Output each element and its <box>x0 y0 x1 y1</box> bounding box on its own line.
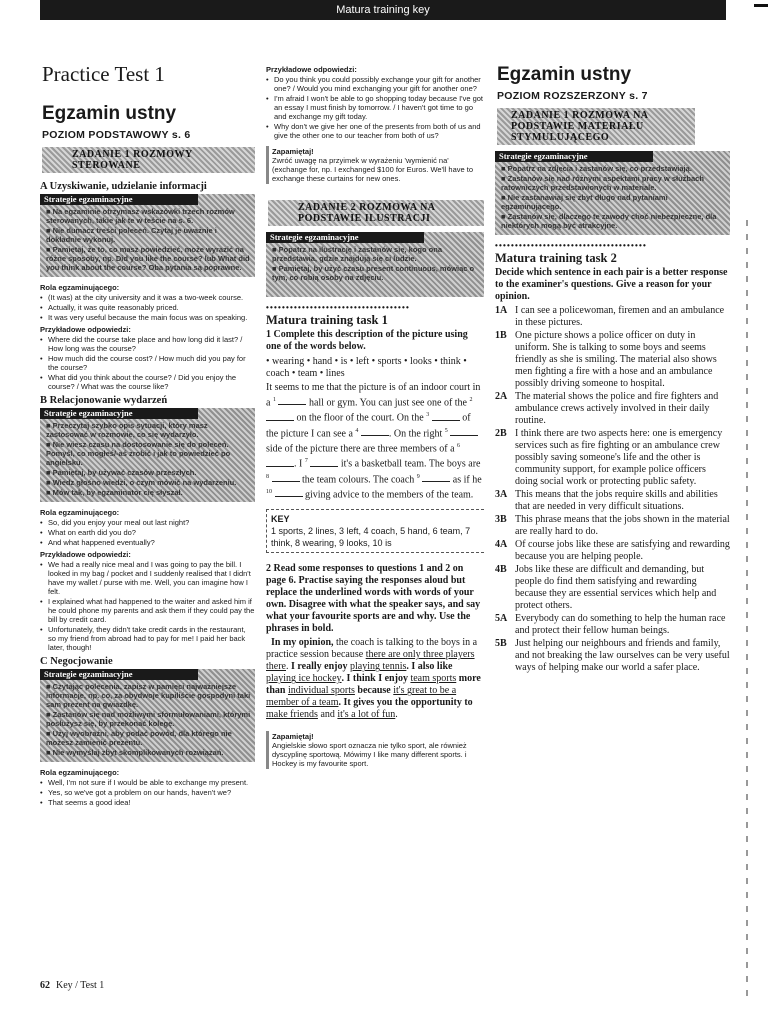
answer-number: 5B <box>495 638 507 649</box>
answer-number: 1B <box>495 330 507 341</box>
task-banner: ZADANIE 1 ROZMOWA NA PODSTAWIE MATERIAŁU STYMULUJĄCEGO <box>497 108 695 145</box>
answer-number: 1A <box>495 305 508 316</box>
answer-number: 3B <box>495 514 507 525</box>
answer-item <box>495 638 730 674</box>
strategy-item: ■ Użyj wyobraźni, aby podać powód, dla którego nie możesz zamienić prezentu. <box>46 729 232 747</box>
sample-answers-heading: Przykładowe odpowiedzi: <box>40 325 131 334</box>
strategy-heading: Strategie egzaminacyjne <box>40 408 198 419</box>
strategy-item: ■ Nie dumacz treści poleceń. Czytaj je uważnie i dokładnie wykonuj. <box>46 226 217 244</box>
answer-text: I think there are two aspects here: one is emergency services such as fire fighting or an ambulance crew possibly saving someone's life and the other is community support, for example police officers doing social work or protecting public safety. <box>515 428 723 487</box>
answer-key <box>266 509 484 553</box>
answer-text: One picture shows a police officer on duty in uniform. She is talking to some boys and seems friendly as she is smiling. The material also shows men fighting a fire with a hose and an ambulance possibly driving someone to hospital. <box>515 330 717 389</box>
exam-heading: Egzamin ustny <box>42 103 177 124</box>
task-instruction: 2 Read some responses to questions 1 and 2 on page 6. Practise saying the responses aloud but replace the underlined words with words of your own. Disagree with what the speaker says, and say what your favourite sports are and why. Use the phrases in bold. <box>266 563 481 635</box>
list-item: • Yes, so we've got a problem on our hands, haven't we? <box>48 788 255 797</box>
strategy-heading: Strategie egzaminacyjne <box>266 232 424 243</box>
examiner-role-heading: Rola egzaminującego: <box>40 768 120 777</box>
answer-number: 2A <box>495 391 508 402</box>
section-b-heading: B Relacjonowanie wydarzeń <box>40 395 168 406</box>
strategy-item: ■ Pamiętaj, by używać czasów przeszłych. <box>46 468 197 477</box>
answer-number: 4B <box>495 564 507 575</box>
task-instruction: Decide which sentence in each pair is a better response to the examiner's questions. Give a reason for your opinion. <box>495 267 728 302</box>
paragraph-text: . On the right <box>388 427 445 439</box>
paragraph-text: . I <box>294 458 305 470</box>
blank <box>361 427 389 436</box>
paragraph-text: as if he <box>452 473 482 485</box>
practice-test-title: Practice Test 1 <box>42 62 165 86</box>
response-text: individual sports <box>287 685 355 697</box>
answer-item <box>495 539 730 563</box>
answer-text: I can see a policewoman, firemen and an ambulance in these pictures. <box>515 305 725 328</box>
sample-answers-heading: Przykładowe odpowiedzi: <box>40 550 131 559</box>
list-item: • What did you think about the course? / Did you enjoy the course? / What was the course like? <box>48 373 255 391</box>
remember-title: Zapamiętaj! <box>272 147 314 156</box>
response-text: team sports <box>410 673 457 685</box>
strategy-item: ■ Na egzaminie otrzymasz wskazówki trzech rozmów sterowanych, takie jak te w teście na s. 6. <box>46 207 235 225</box>
paragraph-text: hall or gym. You can just see one of the <box>308 397 470 409</box>
paragraph-text: on the floor of the court. On the <box>296 412 427 424</box>
list-item: • Where did the course take place and how long did it last? / How long was the course? <box>48 335 255 353</box>
list-item: • What on earth did you do? <box>48 528 255 537</box>
response-text: playing ice hockey <box>266 673 342 685</box>
strategy-box-c <box>40 669 255 762</box>
response-text: In my opinion, <box>271 637 334 649</box>
examiner-role-list <box>40 778 255 807</box>
remember-note <box>266 146 484 184</box>
answer-text: This phrase means that the jobs shown in the material are really hard to do. <box>515 514 730 537</box>
list-item: • I'm afraid I won't be able to go shopping today because I've got an essay I must finish by tomorrow. / I haven't got time to go and exchange my gift today. <box>274 94 484 121</box>
response-text: there are only three players there <box>266 649 475 673</box>
task-title: Matura training task 1 <box>266 313 388 327</box>
response-text: it's great to be a member of a team <box>266 685 457 709</box>
strategy-item: ■ Pamiętaj, że to, co masz powiedzieć, może wyrazić na różne sposoby, np. Did you like the course? lub What did you think about the course? Oba pytania są poprawne. <box>46 245 250 272</box>
strategy-heading: Strategie egzaminacyjne <box>495 151 653 162</box>
blank <box>432 412 460 421</box>
remember-note <box>266 731 484 769</box>
response-text: playing tennis <box>349 661 407 673</box>
response-text: make friends <box>266 709 318 721</box>
strategy-item: ■ Popatrz na ilustrację i zastanów się, kogo ona przedstawia, gdzie znajdują się ci ludzie. <box>272 245 442 263</box>
response-text: . It gives you the opportunity to <box>338 697 473 709</box>
answer-item <box>495 514 730 538</box>
answer-item <box>495 564 730 612</box>
paragraph-text: it's a basketball team. The boys are <box>340 458 481 470</box>
strategy-item: ■ Mów tak, by egzaminator cię słyszał. <box>46 488 183 497</box>
blank <box>310 458 338 467</box>
dotted-divider: •••••••••••••••••••••••••••••••••••• <box>266 303 411 312</box>
answer-text: Just helping our neighbours and friends and family, and not breaking the law ourselves can be very useful ways of helping make our world a safer place. <box>515 638 730 673</box>
response-text: it's a lot of fun <box>337 709 396 721</box>
sample-answers-list <box>40 335 255 391</box>
response-text: more than <box>266 673 481 697</box>
strategy-item: ■ Zastanów się nad różnymi aspektami pracy w służbach ratowniczych przedstawionych w materiale. <box>501 174 704 192</box>
paragraph-text: side of the picture there are three members of a <box>266 443 458 455</box>
answer-item <box>495 391 730 427</box>
list-item: • So, did you enjoy your meal out last night? <box>48 518 255 527</box>
footer-label: Key / Test 1 <box>56 980 105 991</box>
remember-text: Angielskie słowo sport oznacza nie tylko sport, ale również dyscyplinę sportową. Mówimy I like many different sports. i Hockey is my favourite sport. <box>272 741 467 769</box>
blank <box>266 412 294 421</box>
word-bank: • wearing • hand • is • left • sports • looks • think • coach • team • lines <box>266 356 467 379</box>
answer-item <box>495 330 730 390</box>
list-item: • We had a really nice meal and I was going to pay the bill. I looked in my bag / pocket and I suddenly realised that I didn't have my wallet / purse with me. Well, you can imagine how I felt. <box>48 560 255 596</box>
scan-edge <box>746 220 748 1000</box>
corner-mark <box>754 4 768 7</box>
strategy-item: ■ Nie zastanawiaj się zbyt długo nad pytaniami egzaminującego. <box>501 193 668 211</box>
exam-heading: Egzamin ustny <box>497 64 632 85</box>
strategy-box-b <box>40 408 255 502</box>
strategy-item: ■ Nie wiesz czasu na dostosowanie się do poleceń. Pomyśl, co mogłeś/-aś zrobić i jak to powiedzieć po angielsku. <box>46 440 231 467</box>
list-item: • How much did the course cost? / How much did you pay for the course? <box>48 354 255 372</box>
examiner-role-list <box>40 293 255 322</box>
list-item: • I explained what had happened to the waiter and asked him if he could phone my parents and ask them if they could pay the bill by credit card. <box>48 597 255 624</box>
page-number: 62 <box>40 980 50 991</box>
column-left <box>40 58 255 808</box>
list-item: • That seems a good idea! <box>48 798 255 807</box>
response-text: . I also like <box>406 661 453 673</box>
column-middle <box>266 62 484 775</box>
strategy-box <box>266 232 484 297</box>
answer-text: The material shows the police and fire fighters and ambulance crews actively involved in their daily routine. <box>515 391 719 426</box>
paragraph-text: the team colours. The coach <box>302 473 417 485</box>
answer-item <box>495 428 730 488</box>
paragraph-text: It seems to me that the picture is of an indoor court in a <box>266 382 481 409</box>
strategy-heading: Strategie egzaminacyjne <box>40 669 198 680</box>
sample-response: In my opinion, the coach is talking to the boys in a practice session because there are only three players there. I really enjoy playing tennis. I also like playing ice hockey. I think I enjoy team sports more than individual sports because it's great to be a member of a team. It gives you the opportunity to make friends and it's a lot of fun. <box>266 637 481 721</box>
strategy-item: ■ Czytając polecenia, zapisz w pamięci najważniejsze informacje, np. co, za obydwoje kupiliście gospodyni taki sam prezent na gwiazdkę. <box>46 682 251 709</box>
strategy-item: ■ Przeczytaj szybko opis sytuacji, który masz zastosować w rozmowie, co się wydarzyło. <box>46 421 208 439</box>
answer-text: Everybody can do something to help the human race and protect their fellow human beings. <box>515 613 726 636</box>
gap-fill-paragraph: It seems to me that the picture is of an indoor court in a $^1$ hall or gym. You can just see one of the $^2$ on the floor of the court. On the $^3$ of the picture I can see a $^4$ . On the right $^5$ side of the picture there are three members of a $^6$ . I $^7$ it's a basketball team. The boys are $^8$ the team colours. The coach $^9$ as if he $^{10}$ giving advice to the members of the team. <box>266 382 482 501</box>
answer-number: 5A <box>495 613 508 624</box>
section-a-heading: A Uzyskiwanie, udzielanie informacji <box>40 181 207 192</box>
list-item: • Well, I'm not sure if I would be able to exchange my present. <box>48 778 255 787</box>
page-header <box>40 0 726 20</box>
blank <box>422 473 450 482</box>
list-item: • Unfortunately, they didn't take credit cards in the restaurant, so my friend from abroad had to pay for me! I paid her back later, though! <box>48 625 255 652</box>
level-heading: POZIOM PODSTAWOWY s. 6 <box>42 129 191 141</box>
list-item: • Do you think you could possibly exchange your gift for another one? / Would you mind exchanging your gift for another one? <box>274 75 484 93</box>
sample-answers-list <box>40 560 255 652</box>
strategy-item: ■ Zastanów się, dlaczego te zawody choć niebezpieczne, dla niektórych mogą być atrakcyjne. <box>501 212 717 230</box>
answer-item <box>495 305 730 329</box>
list-item: • It was very useful because the main focus was on speaking. <box>48 313 255 322</box>
answer-text: Jobs like these are difficult and demanding, but people do find them satisfying and rewarding because they are essential services which help and protect others. <box>515 564 717 611</box>
task-instruction: 1 Complete this description of the picture using one of the words below. <box>266 329 468 352</box>
answer-item <box>495 613 730 637</box>
key-text: 1 sports, 2 lines, 3 left, 4 coach, 5 hand, 6 team, 7 think, 8 wearing, 9 looks, 10 is <box>271 526 471 549</box>
strategy-item: ■ Wiedz głośno wiedzi, o czym mówić na wydarzeniu. <box>46 478 237 487</box>
sample-answers-heading: Przykładowe odpowiedzi: <box>266 65 357 74</box>
examiner-role-heading: Rola egzaminującego: <box>40 508 120 517</box>
strategy-item: ■ Nie wymyślaj zbyt skomplikowanych rozwiązań. <box>46 748 224 757</box>
page-footer <box>40 980 104 991</box>
level-heading: POZIOM ROZSZERZONY s. 7 <box>497 90 648 102</box>
response-text: the coach is talking to the boys in a practice session because <box>266 637 478 661</box>
strategy-box <box>495 151 730 235</box>
blank <box>450 427 478 436</box>
answer-number: 4A <box>495 539 508 550</box>
key-title: KEY <box>271 514 290 525</box>
answer-number: 2B <box>495 428 507 439</box>
list-item: • And what happened eventually? <box>48 538 255 547</box>
blank <box>275 488 303 497</box>
blank <box>278 396 306 405</box>
paragraph-text: of the picture I can see a <box>266 412 471 439</box>
remember-title: Zapamiętaj! <box>272 732 314 742</box>
examiner-role-list <box>40 518 255 547</box>
list-item: • Why don't we give her one of the presents from both of us and give the other one to our teacher from both of us? <box>274 122 484 140</box>
task-banner: ZADANIE 1 ROZMOWY STEROWANE <box>42 147 255 173</box>
strategy-item: ■ Popatrz na zdjęcia i zastanów się, co przedstawiają. <box>501 164 692 173</box>
list-item: • (It was) at the city university and it was a two-week course. <box>48 293 255 302</box>
list-item: • Actually, it was quite reasonably priced. <box>48 303 255 312</box>
response-text: because <box>354 685 394 697</box>
task-title: Matura training task 2 <box>495 251 617 265</box>
strategy-item: ■ Zastanów się nad możliwymi sformułowaniami, którymi posłużysz się, by przekonać kolegę. <box>46 710 251 728</box>
response-text: and <box>317 709 338 721</box>
response-text: . I think I enjoy <box>341 673 411 685</box>
answer-item <box>495 489 730 513</box>
section-c-heading: C Negocjowanie <box>40 656 113 667</box>
blank <box>272 473 300 482</box>
strategy-item: ■ Pamiętaj, by użyć czasu present continuous, mówiąc o tym, co robią osoby na zdjęciu. <box>272 264 475 282</box>
header-title: Matura training key <box>336 4 430 16</box>
answer-text: This means that the jobs require skills and abilities that are needed in very difficult situations. <box>515 489 718 512</box>
dotted-divider: •••••••••••••••••••••••••••••••••••••• <box>495 241 648 250</box>
strategy-heading: Strategie egzaminacyjne <box>40 194 198 205</box>
response-text: I really enjoy <box>291 661 350 673</box>
answer-text: Of course jobs like these are satisfying and rewarding because you are helping people. <box>515 539 730 562</box>
paragraph-text: giving advice to the members of the team. <box>305 489 474 501</box>
task-banner: ZADANIE 2 ROZMOWA NA PODSTAWIE ILUSTRACJI <box>268 200 484 226</box>
sample-answers-list <box>266 75 484 140</box>
column-right <box>495 62 730 675</box>
blank <box>266 458 294 467</box>
answer-number: 3A <box>495 489 508 500</box>
strategy-box-a <box>40 194 255 277</box>
remember-text: Zwróć uwagę na przyimek w wyrażeniu 'wymienić na' (exchange for, np. I exchanged $100 for Euros. We'll have to exchange these curtains for new ones. <box>272 156 474 183</box>
examiner-role-heading: Rola egzaminującego: <box>40 283 120 292</box>
